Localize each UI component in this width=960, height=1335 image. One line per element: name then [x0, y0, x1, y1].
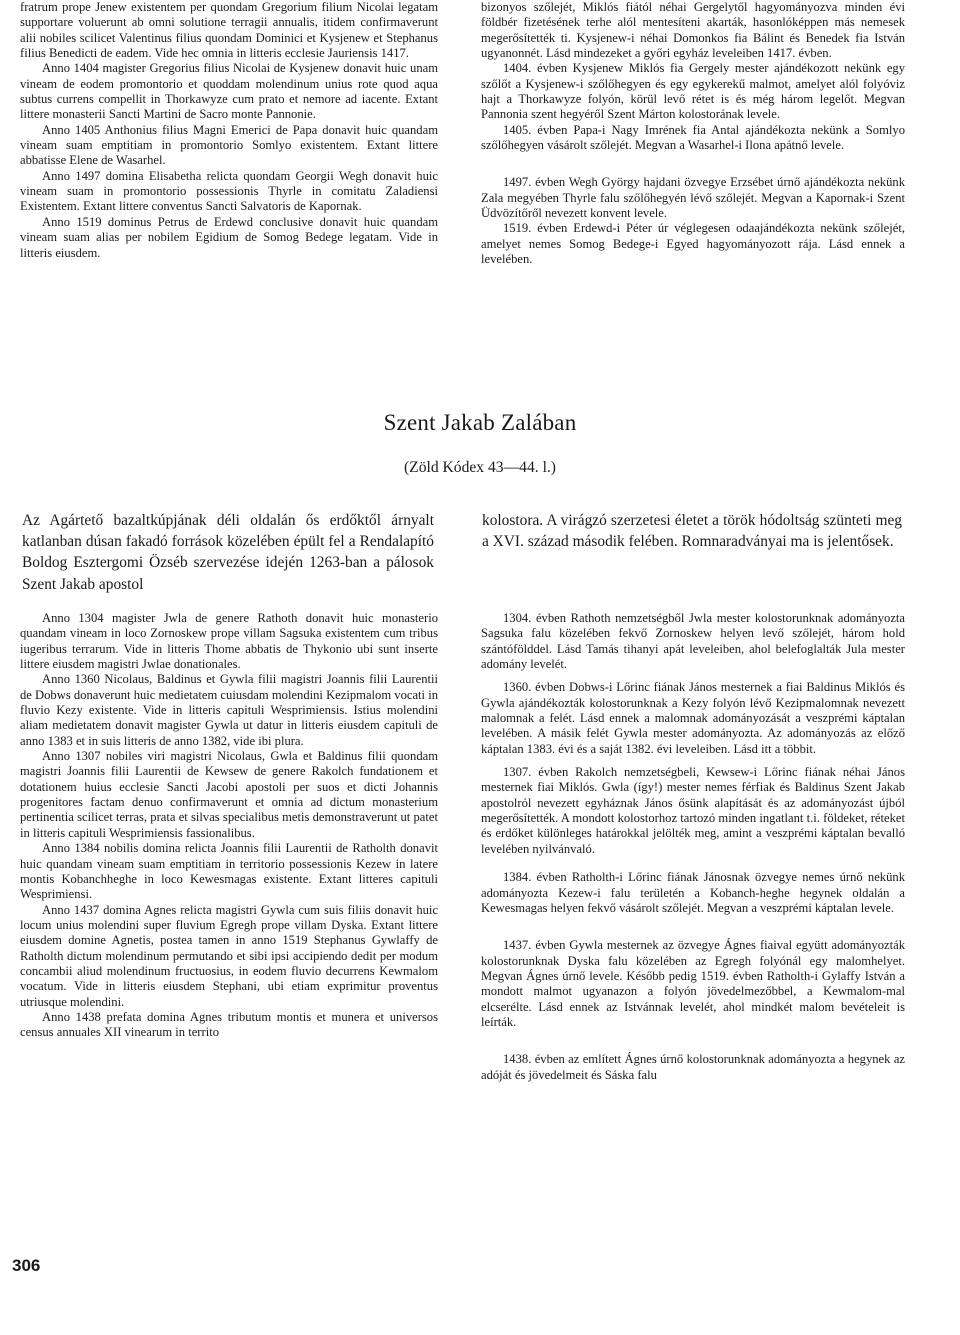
chapter-source: (Zöld Kódex 43—44. l.) — [403, 459, 557, 476]
hungarian-paragraph: 1405. évben Papa-i Nagy Imrének fia Antal ajándékozta nekünk a Somlyo szőlőhegyen vásárolt szőlejét. Megvan a Wasarhel-i Ilona apátnő levele. — [481, 122, 905, 153]
hungarian-paragraph: 1304. évben Rathoth nemzetségből Jwla mester kolostorunknak adományozta Sagsuka falu közelében fekvő Zornoskew helyen levő szőlejét, három hold szántófölddel. Lásd Tamás tihanyi apát leveleiben, ahol belefoglalták Jula mester adomány levelét. — [481, 611, 905, 672]
hungarian-paragraph: 1497. évben Wegh György hajdani özvegye Erzsébet úrnő ajándékozta nekünk Zala megyében Thyrle falu szőlőhegyén lévő szőlejét. Megvan a Kapornak-i Szent Üdvözítőről nevezett konvent levele. — [481, 175, 905, 221]
chapter-title: Szent Jakab Zalában — [383, 410, 577, 435]
latin-paragraph: Anno 1304 magister Jwla de genere Rathoth donavit huic monasterio quandam vineam in loco Zornoskew prope villam Sagsuka existentem cum tribus iugeribus terrarum. Vide in litteris Thome abbatis de Thykonio ubi sunt inserte littere eiusdem magistri Jwlae donationales. — [20, 611, 438, 672]
top-hungarian-column — [481, 0, 905, 268]
hungarian-paragraph: bizonyos szőlejét, Miklós fiától néhai Gergelytől hagyományozva minden évi földbér fizetésének terhe alól mentesíteni akarták, hasonlóképpen más nemesek megerősítették ti. Kysjenew-i néhai Domonkos fia Bálint és Benedek fia István ugyanonnét. Lásd mindezeket a győri egyház leveleiben 1417. évben. — [481, 0, 905, 61]
top-latin-column — [20, 0, 438, 261]
hungarian-paragraph: 1360. évben Dobws-i Lőrinc fiának János mesternek a fiai Baldinus Miklós és Gywla ajándékozták kolostorunknak a Kezy folyón lévő Kezipmalomnak nevezett malomnak a felét. Lásd ennek a malomnak adományozását a veszprémi káptalan levelében. A másik felét Gywla mester adományozta. Az adományozás az előző káptalan 1383. évi és a saját 1382. évi leveleiben. Lásd itt a többit. — [481, 680, 905, 756]
bottom-latin-column — [20, 611, 438, 1041]
latin-paragraph: Anno 1405 Anthonius filius Magni Emerici de Papa donavit huic quandam vineam suam emptitiam in promontorio Somlyo existentem. Extant littere abbatisse Elene de Wasarhel. — [20, 122, 438, 168]
latin-paragraph: Anno 1437 domina Agnes relicta magistri Gywla cum suis filiis donavit huic locum unius molendini super fluvium Egregh prope villam Dyska. Extant littere eiusdem domine Agnetis, postea tamen in anno 1519 Stephanus Gywlaffy de Ratholth dictum molendinum permutando et sibi ipsi accipiendo dedit per modum concambii aliud molendinum fructuosius, in eodem fluvio decurrens Kewmalom vocatum. Vide in litteris eiusdem Stephani, ubi etiam exprimitur proventus utriusque molendini. — [20, 902, 438, 1009]
hungarian-paragraph: 1437. évben Gywla mesternek az özvegye Ágnes fiaival együtt adományozták kolostorunknak Dyska falu közelében az Egregh folyónál egy malomhelyet. Megvan Ágnes úrnő levele. Később pedig 1519. évben Ratholth-i Gylaffy István a mondott malmot ugyanazon a folyón jövedelmezőbbel, a Kewmalom-mal elcserélte. Lásd ennek az Istvánnak levelét, ahol mindkét malom bevételeit is leírták. — [481, 938, 905, 1029]
latin-paragraph: Anno 1519 dominus Petrus de Erdewd conclusive donavit huic quandam vineam suam alias per nobilem Egidium de Somog Bedege legatam. Vide in litteris eiusdem. — [20, 214, 438, 260]
latin-paragraph: Anno 1497 domina Elisabetha relicta quondam Georgii Wegh donavit huic vineam suam in promontorio possessionis Thyrle in comitatu Zaladiensi Existentem. Extant littere conventus Sancti Salvatoris de Kapornak. — [20, 168, 438, 214]
hungarian-paragraph: 1384. évben Ratholth-i Lőrinc fiának Jánosnak özvegye nemes úrnő nekünk adományozta Kezew-i falu területén a Kobanch-heghe hegynek oldalán a Kewesmagas helyen fekvő vásárolt szőlejét. Megvan a veszprémi káptalan levele. — [481, 870, 905, 915]
bottom-hungarian-column — [481, 611, 905, 1083]
latin-paragraph: Anno 1360 Nicolaus, Baldinus et Gywla filii magistri Joannis filii Laurentii de Dobws donaverunt huic medietatem cuiusdam molendini Kezipmalom vocati in fluvio Kezy existente. Vide in litteris capituli Wesprimiensis. Istius molendini aliam medietatem donavit magister Gywla ut datur in litteris eiusdem capituli de anno 1383 et in suis litteris de anno 1382, vide ibi plura. — [20, 672, 438, 748]
intro-text-right: kolostora. A virágzó szerzetesi életet a török hódoltság szünteti meg a XVI. század második felében. Romnaradványai ma is jelentősek. — [482, 512, 902, 551]
intro-text-left: Az Agártető bazaltkúpjának déli oldalán ős erdőktől árnyalt katlanban dúsan fakadó források közelében épült fel a Rendalapító Boldog Esztergomi Özséb szervezése idején 1263-ban a pálosok Szent Jakab apostol — [22, 512, 434, 593]
page-number: 306 — [12, 1256, 41, 1275]
hungarian-paragraph: 1519. évben Erdewd-i Péter úr véglegesen odaajándékozta nekünk szőlejét, amelyet nemes Somog Bedege-i Egyed hagyományozott rája. Lásd ennek a levelében. — [481, 221, 905, 267]
latin-paragraph: Anno 1438 prefata domina Agnes tributum montis et munera et universos census annuales XII vinearum in territo — [20, 1009, 438, 1040]
latin-paragraph: Anno 1404 magister Gregorius filius Nicolai de Kysjenew donavit huic unam vineam de eodem promontorio et quoddam molendinum unius rote quod aqua subtus currens compellit in Thorkawyze cum prato et nemore ad iacente. Extant littere monasterii Sancti Martini de Sacro monte Pannonie. — [20, 61, 438, 122]
latin-paragraph: Anno 1307 nobiles viri magistri Nicolaus, Gwla et Baldinus filii quondam magistri Joannis filii Laurentii de Kewsew de genere Rakolch fundationem et dotationem huius ecclesie Sancti Jacobi apostoli per suos et dicti Johannis progenitores factam denuo confirmaverunt et omnia ad dictum monasterium pertinentia scilicet terras, prata et silvas specialibus metis demonstraverunt ut patet in litteris capituli Wesprimiensis fassionalibus. — [20, 749, 438, 840]
latin-paragraph: Anno 1384 nobilis domina relicta Joannis filii Laurentii de Ratholth donavit huic quandam vineam suam emptitiam in territorio possessionis Kezew in latere montis Kobanchheghe in loco Kewesmagas existente. Extant litteres capituli Wesprimiensi. — [20, 841, 438, 902]
hungarian-paragraph: 1307. évben Rakolch nemzetségbeli, Kewsew-i Lőrinc fiának néhai János mesternek fiai Miklós. Gwla (így!) mester nemes férfiak és Baldinus Szent Jakab apostolról nevezett egyháznak János ősünk alapítását és az adományozást újból megerősítették. A mondott kolostorhoz tartozó minden ingatlant t.i. földeket, réteket és erdőket különleges határokkal jelölték meg, amint a veszprémi káptalan bevalló levelében nyilvánvaló. — [481, 765, 905, 856]
hungarian-paragraph: 1404. évben Kysjenew Miklós fia Gergely mester ajándékozott nekünk egy szőlőt a Kysjenew-i szőlőhegyen és egy egykerekű malmot, amelyet alól folyóviz hajt a Thorkawyze folyón, körül levő rétet is és még három legelőt. Megvan Pannonia szent hegyéről Szent Márton kolostorának levele. — [481, 61, 905, 122]
latin-paragraph: fratrum prope Jenew existentem per quondam Gregorium filium Nicolai legatam supportare voluerunt ab omni solutione terragii annualis, itidem confirmaverunt alii nobiles scilicet Valentinus filius quondam Dominici et Kysjenew et Stephanus filius Benedicti de eadem. Vide hec omnia in litteris ecclesie Jauriensis 1417. — [20, 0, 438, 61]
hungarian-paragraph: 1438. évben az említett Ágnes úrnő kolostorunknak adományozta a hegynek az adóját és jövedelmeit és Sáska falu — [481, 1052, 905, 1082]
